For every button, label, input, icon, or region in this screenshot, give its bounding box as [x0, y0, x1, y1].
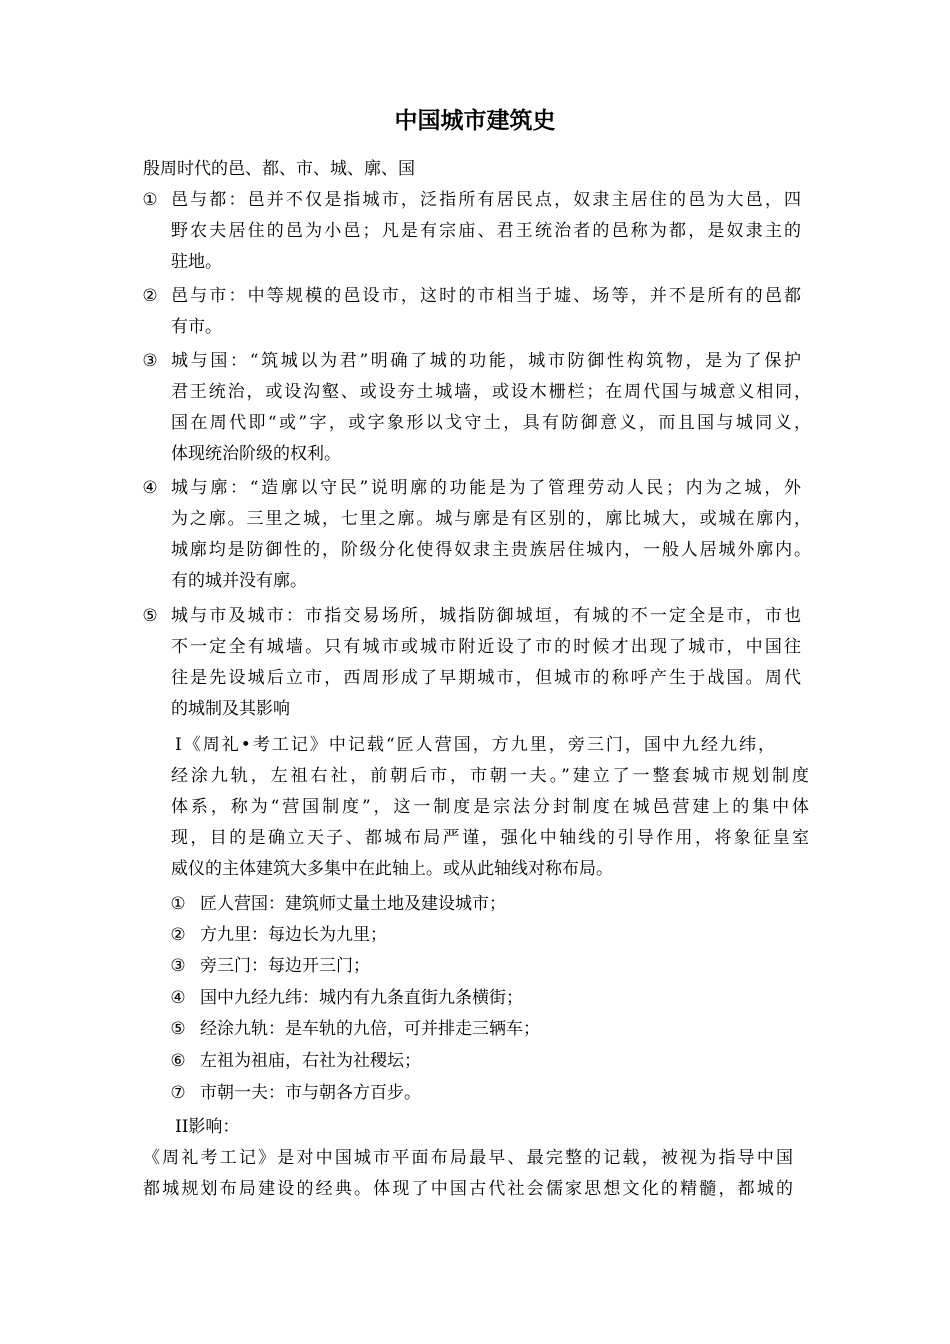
subitem-text: 旁三门：每边开三门；	[200, 956, 370, 976]
item-line: 邑与都：邑并不仅是指城市，泛指所有居民点，奴隶主居住的邑为大邑，四	[171, 190, 801, 210]
page-title: 中国城市建筑史	[394, 108, 556, 134]
item-line: 城与市及城市：市指交易场所，城指防御城垣，有城的不一定全是市，市也	[171, 606, 801, 626]
item-line: 君王统治，或设沟壑、或设夯土城墙，或设木栅栏；在周代国与城意义相同，	[171, 382, 811, 402]
item-line: 为之廓。三里之城，七里之廓。城与廓是有区别的，廓比城大，或城在廓内，	[171, 509, 811, 529]
subitem-number: ③	[170, 956, 186, 976]
subitem-number: ⑦	[170, 1083, 186, 1103]
section-i-line: Ⅰ《周礼•考工记》中记载“匠人营国，方九里，旁三门，国中九经九纬，	[175, 735, 775, 755]
item-number: ①	[142, 190, 158, 210]
section-ii-line: 都城规划布局建设的经典。体现了中国古代社会儒家思想文化的精髓，都城的	[143, 1179, 793, 1199]
item-line: 不一定全有城墙。只有城市或城市附近设了市的时候才出现了城市，中国往	[171, 637, 801, 657]
item-number: ③	[142, 351, 158, 371]
subitem-text: 匠人营国：建筑师丈量土地及建设城市；	[200, 894, 506, 914]
subitem-text: 左祖为祖庙，右社为社稷坛；	[200, 1051, 421, 1071]
item-number: ②	[142, 286, 158, 306]
item-number: ④	[142, 478, 158, 498]
subitem-number: ②	[170, 925, 186, 945]
item-line: 的城制及其影响	[171, 699, 290, 719]
subitem-number: ⑥	[170, 1051, 186, 1071]
item-line: 野农夫居住的邑为小邑；凡是有宗庙、君王统治者的邑称为都，是奴隶主的	[171, 221, 801, 241]
intro-text: 殷周时代的邑、都、市、城、廓、国	[143, 159, 415, 179]
section-i-line: 威仪的主体建筑大多集中在此轴上。或从此轴线对称布局。	[171, 859, 613, 879]
section-ii-line: 《周礼考工记》是对中国城市平面布局最早、最完整的记载，被视为指导中国	[143, 1148, 793, 1168]
item-line: 往是先设城后立市，西周形成了早期城市，但城市的称呼产生于战国。周代	[171, 668, 801, 688]
section-i-line: 现，目的是确立天子、都城布局严谨，强化中轴线的引导作用，将象征皇室	[171, 828, 809, 848]
section-ii-heading: II影响：	[175, 1117, 240, 1137]
item-line: 有市。	[171, 317, 222, 337]
item-line: 驻地。	[171, 252, 222, 272]
item-line: 体现统治阶级的权利。	[171, 444, 341, 464]
subitem-number: ①	[170, 894, 186, 914]
subitem-number: ⑤	[170, 1019, 186, 1039]
subitem-text: 市朝一夫：市与朝各方百步。	[200, 1083, 421, 1103]
item-line: 有的城并没有廓。	[171, 571, 307, 591]
subitem-text: 方九里：每边长为九里；	[200, 925, 387, 945]
item-line: 城与国：“筑城以为君”明确了城的功能，城市防御性构筑物，是为了保护	[171, 351, 801, 371]
subitem-number: ④	[170, 988, 186, 1008]
subitem-text: 国中九经九纬：城内有九条直街九条横街；	[200, 988, 523, 1008]
item-line: 城与廓：“造廓以守民”说明廓的功能是为了管理劳动人民；内为之城，外	[171, 478, 801, 498]
section-i-line: 经涂九轨，左祖右社，前朝后市，市朝一夫。”建立了一整套城市规划制度	[171, 766, 809, 786]
item-line: 城廓均是防御性的，阶级分化使得奴隶主贵族居住城内，一般人居城外廓内。	[171, 540, 811, 560]
section-i-line: 体系，称为“营国制度”，这一制度是宗法分封制度在城邑营建上的集中体	[171, 797, 809, 817]
subitem-text: 经涂九轨：是车轨的九倍，可并排走三辆车；	[200, 1019, 540, 1039]
item-line: 国在周代即“或”字，或字象形以戈守土，具有防御意义，而且国与城同义，	[171, 413, 811, 433]
item-number: ⑤	[142, 606, 158, 626]
item-line: 邑与市：中等规模的邑设市，这时的市相当于墟、场等，并不是所有的邑都	[171, 286, 801, 306]
